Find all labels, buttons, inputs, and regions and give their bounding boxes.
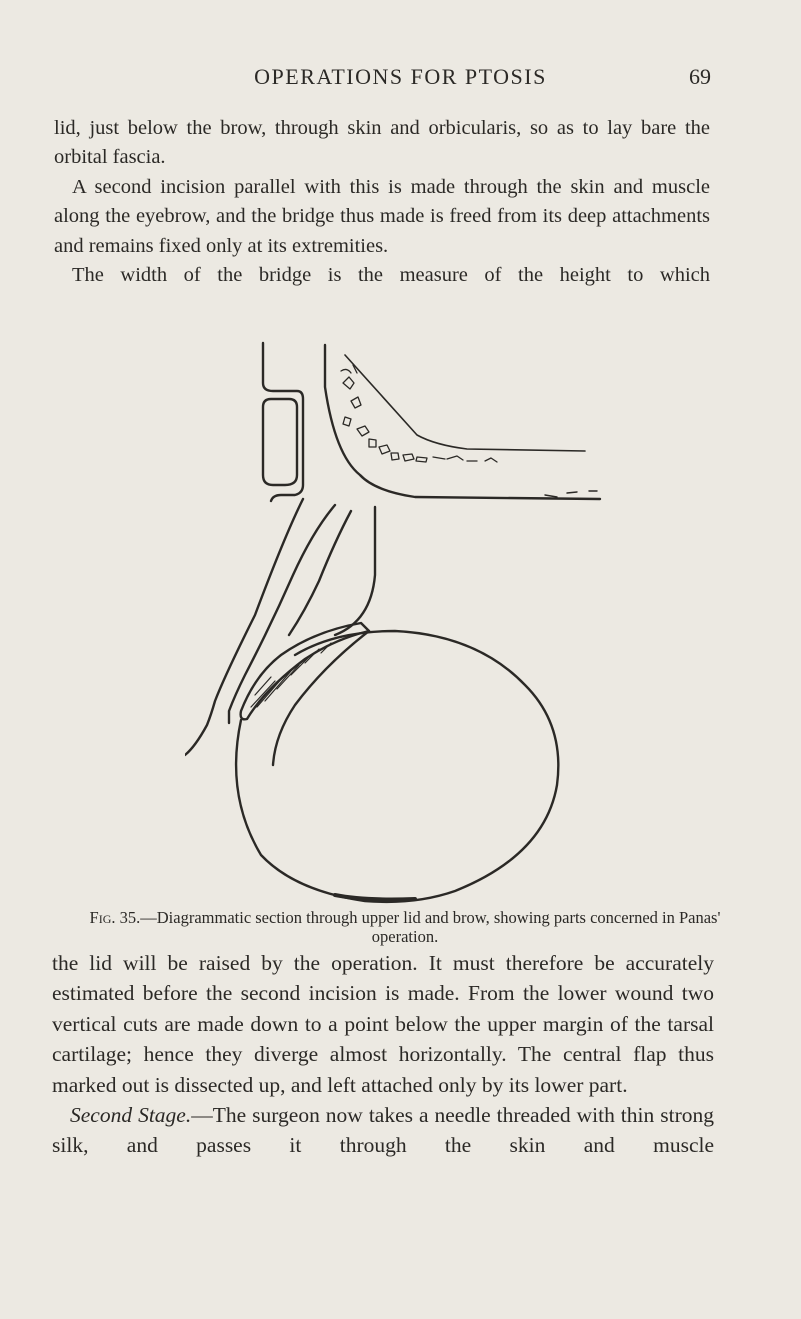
eyeball-base-shadow — [335, 895, 415, 900]
levator-line — [335, 507, 375, 635]
second-stage-text: —The surgeon now takes a needle threaded with thin strong silk, and passes it through the skin and muscle — [52, 1103, 714, 1158]
eyeball — [236, 631, 558, 902]
page-header — [0, 64, 801, 94]
paragraph: The width of the bridge is the measure of the height to which — [72, 264, 710, 287]
running-head: OPERATIONS FOR PTOSIS — [254, 64, 547, 89]
bone-texture — [341, 365, 497, 462]
incision-bridge — [263, 399, 297, 485]
second-stage-label: Second Stage. — [70, 1103, 192, 1128]
paragraph-second-stage — [52, 1100, 714, 1161]
lid-skin-curve — [185, 499, 303, 755]
anatomical-diagram — [185, 335, 615, 905]
paragraph: the lid will be raised by the operation. It must therefore be accurately estimated before the second incision is made. From the lower wound two vertical cuts are made down to a point below the upper margin of the tarsal cartilage; hence they diverge almost horizontally. The central flap thus marked out is dissected up, and left attached only by its lower part. — [52, 951, 714, 1097]
orbital-fascia-line — [345, 355, 585, 451]
paragraph: A second incision parallel with this is made through the skin and muscle along the eyebrow, and the bridge thus made is freed from its deep attachments and remains fixed only at its extremities. — [54, 175, 710, 257]
figure-label: Fig. 35. — [89, 908, 141, 927]
lid-orbicularis-curve — [229, 505, 335, 723]
figure-caption — [60, 908, 750, 946]
page-number: 69 — [689, 64, 711, 89]
paragraph: lid, just below the brow, through skin and orbicularis, so as to lay bare the orbital fascia. — [54, 117, 710, 169]
figure-caption-text: —Diagrammatic section through upper lid and brow, showing parts concerned in Panas' operation. — [140, 908, 721, 946]
body-text-top — [54, 114, 710, 290]
lid-inner-curve — [289, 511, 351, 635]
orbital-roof — [325, 345, 600, 499]
tarsal-cartilage — [241, 623, 369, 719]
body-text-bottom — [52, 948, 714, 1161]
fascia-dashes — [545, 491, 597, 497]
